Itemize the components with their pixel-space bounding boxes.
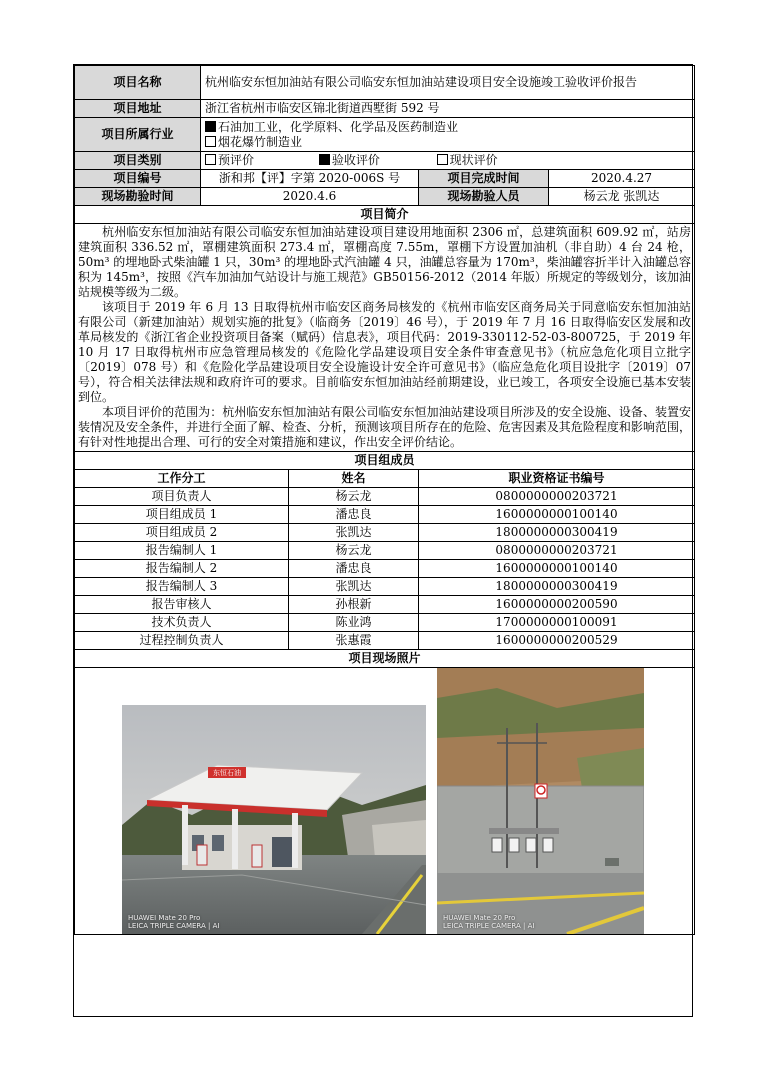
- number-label: 项目编号: [75, 170, 201, 188]
- member-name: 潘忠良: [289, 506, 419, 524]
- member-row: [75, 560, 695, 578]
- member-name: 杨云龙: [289, 488, 419, 506]
- address-label: 项目地址: [75, 100, 201, 118]
- member-cert: 1800000000300419: [419, 524, 695, 542]
- right-photo-watermark: HUAWEI Mate 20 Pro LEICA TRIPLE CAMERA | AI: [443, 914, 535, 930]
- member-name: 杨云龙: [289, 542, 419, 560]
- category-option-pre: 预评价: [205, 153, 301, 168]
- member-role: 项目组成员 2: [75, 524, 289, 542]
- project-number: 浙和邦【评】字第 2020-006S 号: [201, 170, 419, 188]
- member-role: 技术负责人: [75, 614, 289, 632]
- category-option-accept: 验收评价: [319, 153, 419, 168]
- survey-people: 杨云龙 张凯达: [549, 188, 695, 206]
- photos-cell: [75, 668, 695, 935]
- member-cert: 1700000000100091: [419, 614, 695, 632]
- member-row: [75, 596, 695, 614]
- member-role: 报告编制人 2: [75, 560, 289, 578]
- member-name: 张凯达: [289, 524, 419, 542]
- project-name-label: 项目名称: [75, 66, 201, 100]
- survey-time-label: 现场勘验时间: [75, 188, 201, 206]
- category-options: [201, 152, 695, 170]
- member-role: 报告编制人 1: [75, 542, 289, 560]
- unchecked-box-icon: [205, 154, 216, 165]
- canopy-sign: 东恒石油: [213, 769, 241, 777]
- equipment-photo: [437, 668, 644, 934]
- member-row: [75, 506, 695, 524]
- member-cert: 1800000000300419: [419, 578, 695, 596]
- checked-box-icon: [319, 154, 330, 165]
- address: 浙江省杭州市临安区锦北街道西墅街 592 号: [201, 100, 695, 118]
- report-sheet: [73, 64, 693, 1017]
- category-label: 项目类别: [75, 152, 201, 170]
- unchecked-box-icon: [437, 154, 448, 165]
- member-row: [75, 578, 695, 596]
- member-row: [75, 632, 695, 650]
- intro-paragraph-1: 杭州临安东恒加油站有限公司临安东恒加油站建设项目建设用地面积 2306 ㎡，总建筑面积 609.92 ㎡，站房建筑面积 336.52 ㎡，罩棚建筑面积 273.4 ㎡，罩棚高度 7.55m，罩棚下方设置加油机（非自助）4 台 24 枪，50m³ 的埋地卧式柴油罐 1 只，30m³ 的埋地卧式汽油罐 4 只，油罐总容量为 170m³，柴油罐容折半计入油罐总容积为 145m³，按照《汽车加油加气站设计与施工规范》GB50156-2012（2014 年版）所规定的等级划分，该加油站规模等级为二级。: [78, 225, 692, 299]
- member-row: [75, 542, 695, 560]
- industry-options: [201, 118, 695, 152]
- member-cert: 1600000000100140: [419, 506, 695, 524]
- survey-people-label: 现场勘验人员: [419, 188, 549, 206]
- intro-paragraph-3: 本项目评价的范围为：杭州临安东恒加油站有限公司临安东恒加油站建设项目所涉及的安全设施、设备、装置安装情况及安全条件，并进行全面了解、检查、分析，预测该项目所存在的危险、危害因素及其危险程度和影响范围，有针对性地提出合理、可行的安全对策措施和建议，作出安全评价结论。: [78, 405, 692, 449]
- member-name: 潘忠良: [289, 560, 419, 578]
- member-cert: 1600000000100140: [419, 560, 695, 578]
- member-cert: 0800000000203721: [419, 488, 695, 506]
- unchecked-box-icon: [205, 136, 216, 147]
- member-role: 项目负责人: [75, 488, 289, 506]
- member-name: 陈业鸿: [289, 614, 419, 632]
- finish-date: 2020.4.27: [549, 170, 695, 188]
- intro-title: 项目简介: [75, 206, 695, 224]
- member-cert: 1600000000200590: [419, 596, 695, 614]
- members-header-name: 姓名: [289, 470, 419, 488]
- gas-station-photo: [122, 705, 426, 934]
- left-photo-watermark: HUAWEI Mate 20 Pro LEICA TRIPLE CAMERA | AI: [128, 914, 220, 930]
- photos-title: 项目现场照片: [75, 650, 695, 668]
- member-role: 项目组成员 1: [75, 506, 289, 524]
- gas-station-photo-image: [122, 705, 426, 934]
- members-table: [74, 451, 695, 935]
- member-name: 张凯达: [289, 578, 419, 596]
- member-row: [75, 614, 695, 632]
- checked-box-icon: [205, 121, 216, 132]
- industry-option-2: 烟花爆竹制造业: [205, 135, 690, 150]
- member-cert: 1600000000200529: [419, 632, 695, 650]
- category-option-status: 现状评价: [437, 153, 498, 168]
- member-name: 孙根新: [289, 596, 419, 614]
- member-role: 报告审核人: [75, 596, 289, 614]
- member-role: 过程控制负责人: [75, 632, 289, 650]
- intro-paragraph-2: 该项目于 2019 年 6 月 13 日取得杭州市临安区商务局核发的《杭州市临安区商务局关于同意临安东恒加油站有限公司（新建加油站）规划实施的批复》（临商务〔2019〕46 号），于 2019 年 7 月 16 日取得临安区发展和改革局核发的《浙江省企业投资项目备案（赋码）信息表》，项目代码：2019-330112-52-03-800725，于 2019 年 10 月 17 日取得杭州市应急管理局核发的《危险化学品建设项目安全条件审查意见书》（杭应急危化项目立批字〔2019〕078 号）和《危险化学品建设项目安全设施设计安全许可意见书》（临应急危化项目设批字〔2019〕07 号），符合相关法律法规和政府许可的要求。目前临安东恒加油站经前期建设，业已竣工，各项安全设施已基本安装到位。: [78, 300, 692, 404]
- industry-option-1: 石油加工业，化学原料、化学品及医药制造业: [205, 120, 690, 135]
- members-header-role: 工作分工: [75, 470, 289, 488]
- members-header-cert: 职业资格证书编号: [419, 470, 695, 488]
- member-role: 报告编制人 3: [75, 578, 289, 596]
- project-name: 杭州临安东恒加油站有限公司临安东恒加油站建设项目安全设施竣工验收评价报告: [201, 66, 695, 100]
- industry-label: 项目所属行业: [75, 118, 201, 152]
- intro-body: [75, 224, 695, 452]
- finish-label: 项目完成时间: [419, 170, 549, 188]
- equipment-photo-image: [437, 668, 644, 934]
- info-table: [74, 65, 695, 452]
- member-row: [75, 524, 695, 542]
- member-cert: 0800000000203721: [419, 542, 695, 560]
- member-name: 张惠霞: [289, 632, 419, 650]
- survey-time: 2020.4.6: [201, 188, 419, 206]
- members-rows: [75, 488, 695, 650]
- members-title: 项目组成员: [75, 452, 695, 470]
- member-row: [75, 488, 695, 506]
